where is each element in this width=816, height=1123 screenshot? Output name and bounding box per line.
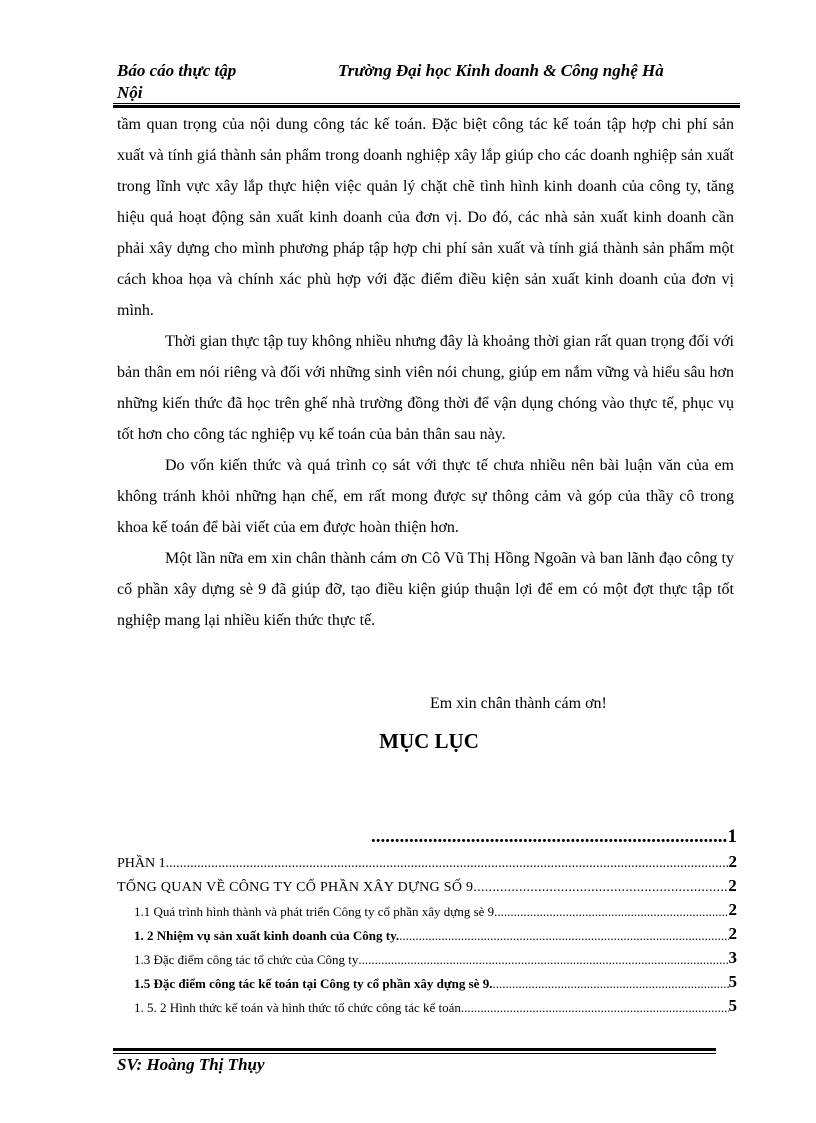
toc-entry[interactable] [117, 896, 737, 920]
body-paragraph-2: Thời gian thực tập tuy không nhiều nhưng đây là khoảng thời gian rất quan trọng đối với bản thân em nói riêng và đối với những sinh viên nói chung, giúp em nắm vững và hiểu sâu hơn những kiến thức đã học trên ghế nhà trường đồng thời để vận dụng chóng vào thực tế, phục vụ tốt hơn cho công tác nghiệp vụ kế toán của bản thân sau này. [117, 333, 734, 443]
header-rule-thick [113, 105, 740, 108]
toc-title [0, 728, 816, 754]
toc-entry[interactable] [117, 992, 737, 1016]
toc-leader-dots [166, 856, 729, 872]
table-of-contents [117, 822, 737, 1016]
page-header [117, 60, 737, 104]
body-paragraph-4: Một lần nữa em xin chân thành cám ơn Cô Vũ Thị Hồng Ngoãn và ban lãnh đạo công ty cổ phần xây dựng sè 9 đã giúp đỡ, tạo điều kiện giúp thuận lợi để em có một đợt thực tập tốt nghiệp mang lại nhiều kiến thức thực tế. [117, 550, 734, 629]
toc-entry-page: 1 [727, 826, 737, 847]
footer-rule-thick [113, 1048, 716, 1051]
toc-entry-page: 2 [728, 852, 737, 871]
toc-entry-page: 2 [728, 876, 737, 895]
toc-entry-page: 5 [728, 972, 737, 991]
body-paragraph-3: Do vốn kiến thức và quá trình cọ sát với thực tế chưa nhiều nên bài luận văn của em không tránh khỏi những hạn chế, em rất mong được sự thông cảm và góp của thầy cô trong khoa kế toán để bài viết của em được hoàn thiện hơn. [117, 457, 734, 536]
header-university-name: Trường Đại học Kinh doanh & Công nghệ Hà [338, 61, 664, 80]
toc-entry-label: 1.3 Đặc điểm công tác tổ chức của Công ty [134, 952, 359, 967]
toc-leader-dots [371, 826, 728, 848]
toc-leader-dots [494, 904, 728, 920]
toc-entry[interactable] [117, 968, 737, 992]
toc-leader-dots [464, 1000, 728, 1016]
toc-entry-label: 1.5 Đặc điểm công tác kế toán tại Công ty cổ phần xây dựng sè 9. [134, 976, 493, 991]
header-rule-thin [113, 103, 740, 104]
toc-leader-dots [492, 976, 728, 992]
toc-entry-page: 3 [728, 948, 737, 967]
toc-leader-dots [473, 880, 728, 896]
body-paragraph-1: tầm quan trọng của nội dung công tác kế toán. Đặc biệt công tác kế toán tập hợp chi phí sản xuất và tính giá thành sản phẩm trong doanh nghiệp xây lắp giúp cho các doanh nghiệp sản xuất trong lĩnh vực xây lắp thực hiện việc quản lý chặt chẽ tình hình kinh doanh của công ty, tăng hiệu quả hoạt động sản xuất kinh doanh của đơn vị. Do đó, các nhà sản xuất kinh doanh cần phải xây dựng cho mình phương pháp tập hợp chi phí sản xuất và tính giá thành sản phẩm một cách khoa họa và chính xác phù hợp với đặc điểm điều kiện sản xuất kinh doanh của đơn vị mình. [117, 116, 734, 319]
toc-entry-label: 1. 2 Nhiệm vụ sản xuất kinh doanh của Công ty. [134, 928, 400, 943]
body-text [117, 109, 734, 636]
toc-entry-page: 2 [728, 900, 737, 919]
toc-entry[interactable] [117, 872, 737, 896]
footer-student-name: SV: Hoàng Thị Thụy [117, 1055, 265, 1074]
toc-entry[interactable] [117, 920, 737, 944]
toc-title-text: MỤC LỤC [379, 729, 479, 753]
toc-entry-label: 1.1 Quá trình hình thành và phát triển Công ty cổ phần xây dựng sè 9 [134, 904, 495, 919]
toc-entry[interactable] [117, 848, 737, 872]
toc-entry-label: PHẦN 1 [117, 856, 166, 871]
toc-entry-page: 5 [728, 996, 737, 1015]
toc-entry-label: TỔNG QUAN VỀ CÔNG TY CỔ PHẦN XÂY DỰNG SỐ 9 [117, 880, 474, 895]
toc-entry-label: 1. 5. 2 Hình thức kế toán và hình thức tổ chức công tác kế toán. [134, 1000, 465, 1015]
header-university-name-continued: Nội [117, 83, 143, 102]
toc-entry[interactable] [117, 822, 737, 848]
toc-entry[interactable] [117, 944, 737, 968]
toc-entry-page: 2 [728, 924, 737, 943]
toc-leader-dots [399, 928, 728, 944]
header-report-title: Báo cáo thực tập [117, 61, 237, 80]
toc-leader-dots [358, 952, 728, 968]
closing-thanks: Em xin chân thành cám ơn! [430, 695, 607, 712]
